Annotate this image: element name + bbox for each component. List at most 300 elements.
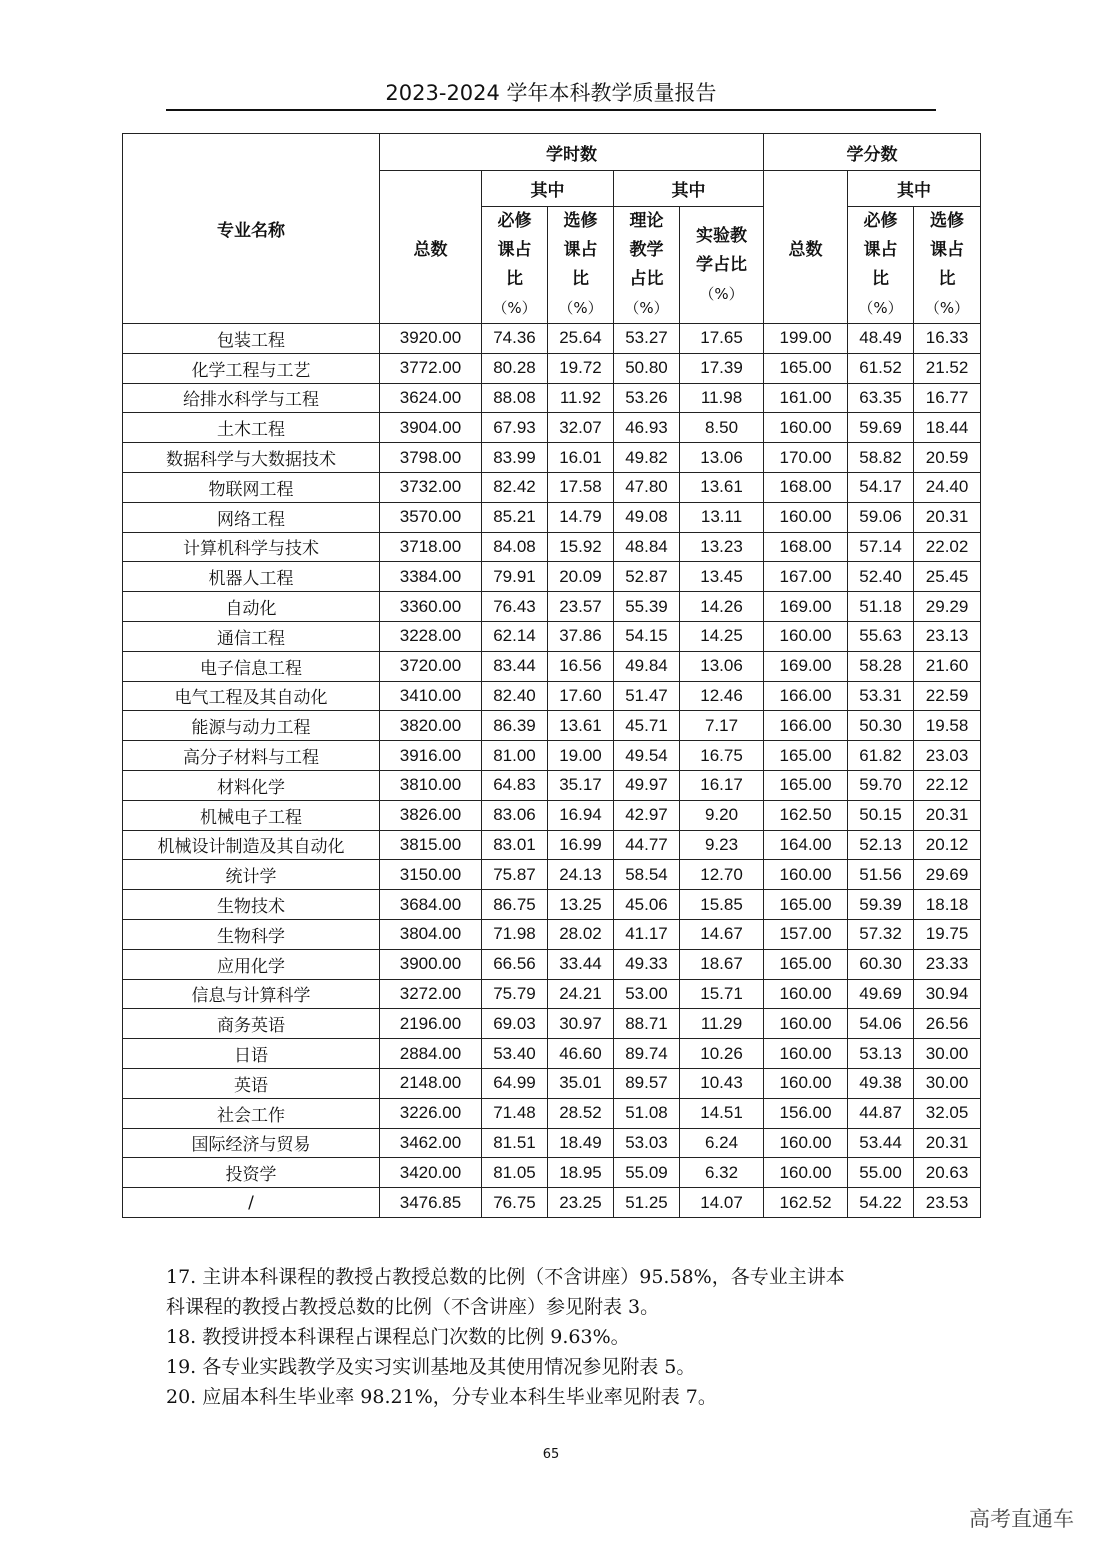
cell-credits-total: 160.00: [764, 979, 848, 1009]
cell-hours-elective: 17.60: [548, 681, 614, 711]
cell-hours-elective: 16.94: [548, 800, 614, 830]
cell-theory-ratio: 42.97: [614, 800, 680, 830]
cell-hours-total: 3804.00: [380, 919, 482, 949]
cell-credits-required: 44.87: [848, 1098, 914, 1128]
table-row: [123, 621, 981, 651]
cell-credits-elective: 29.69: [914, 860, 981, 890]
cell-credits-total: 157.00: [764, 919, 848, 949]
cell-hours-total: 2148.00: [380, 1068, 482, 1098]
cell-credits-required: 55.63: [848, 621, 914, 651]
cell-lab-ratio: 12.70: [680, 860, 764, 890]
table-row: [123, 1039, 981, 1069]
cell-major-name: 计算机科学与技术: [123, 532, 380, 562]
cell-credits-total: 160.00: [764, 1128, 848, 1158]
cell-credits-total: 168.00: [764, 472, 848, 502]
cell-hours-total: 3815.00: [380, 830, 482, 860]
cell-credits-elective: 20.31: [914, 502, 981, 532]
table-row: [123, 1188, 981, 1218]
cell-credits-required: 58.28: [848, 651, 914, 681]
cell-hours-elective: 17.58: [548, 472, 614, 502]
cell-credits-elective: 18.44: [914, 413, 981, 443]
cell-hours-elective: 19.72: [548, 353, 614, 383]
header-theory-ratio: 理论 教学 占比 （%）: [614, 207, 680, 324]
cell-theory-ratio: 53.00: [614, 979, 680, 1009]
cell-theory-ratio: 49.33: [614, 949, 680, 979]
cell-major-name: 生物科学: [123, 919, 380, 949]
page-number: 65: [542, 1447, 560, 1462]
cell-credits-elective: 22.02: [914, 532, 981, 562]
table-row: [123, 800, 981, 830]
cell-credits-required: 51.56: [848, 860, 914, 890]
cell-theory-ratio: 58.54: [614, 860, 680, 890]
cell-hours-required: 82.40: [482, 681, 548, 711]
cell-credits-total: 165.00: [764, 741, 848, 771]
cell-credits-elective: 20.59: [914, 443, 981, 473]
cell-credits-required: 48.49: [848, 324, 914, 354]
cell-credits-required: 49.38: [848, 1068, 914, 1098]
table-row: [123, 532, 981, 562]
cell-hours-total: 3920.00: [380, 324, 482, 354]
cell-hours-required: 74.36: [482, 324, 548, 354]
cell-credits-total: 160.00: [764, 1158, 848, 1188]
cell-hours-required: 86.39: [482, 711, 548, 741]
cell-theory-ratio: 45.06: [614, 890, 680, 920]
cell-hours-elective: 13.25: [548, 890, 614, 920]
cell-hours-required: 75.79: [482, 979, 548, 1009]
cell-credits-required: 63.35: [848, 383, 914, 413]
cell-hours-total: 3718.00: [380, 532, 482, 562]
cell-hours-elective: 24.13: [548, 860, 614, 890]
cell-theory-ratio: 46.93: [614, 413, 680, 443]
cell-hours-total: 3228.00: [380, 621, 482, 651]
table-body: [123, 324, 981, 1218]
cell-hours-total: 3916.00: [380, 741, 482, 771]
cell-credits-elective: 19.75: [914, 919, 981, 949]
cell-lab-ratio: 14.25: [680, 621, 764, 651]
cell-credits-elective: 21.60: [914, 651, 981, 681]
cell-credits-elective: 21.52: [914, 353, 981, 383]
cell-hours-required: 71.98: [482, 919, 548, 949]
cell-lab-ratio: 7.17: [680, 711, 764, 741]
table-row: [123, 651, 981, 681]
cell-credits-required: 59.70: [848, 770, 914, 800]
cell-lab-ratio: 14.51: [680, 1098, 764, 1128]
cell-credits-required: 53.13: [848, 1039, 914, 1069]
cell-theory-ratio: 52.87: [614, 562, 680, 592]
cell-hours-required: 53.40: [482, 1039, 548, 1069]
cell-credits-elective: 32.05: [914, 1098, 981, 1128]
cell-hours-total: 3720.00: [380, 651, 482, 681]
cell-hours-required: 75.87: [482, 860, 548, 890]
cell-hours-elective: 11.92: [548, 383, 614, 413]
cell-lab-ratio: 16.17: [680, 770, 764, 800]
cell-credits-total: 162.52: [764, 1188, 848, 1218]
cell-credits-elective: 16.77: [914, 383, 981, 413]
table-row: [123, 472, 981, 502]
table-row: [123, 1128, 981, 1158]
cell-credits-elective: 23.03: [914, 741, 981, 771]
cell-credits-total: 160.00: [764, 1068, 848, 1098]
cell-lab-ratio: 10.26: [680, 1039, 764, 1069]
cell-theory-ratio: 49.82: [614, 443, 680, 473]
watermark-text: 高考直通车: [969, 1507, 1074, 1531]
cell-hours-required: 76.75: [482, 1188, 548, 1218]
cell-lab-ratio: 10.43: [680, 1068, 764, 1098]
cell-major-name: /: [123, 1188, 380, 1218]
cell-theory-ratio: 88.71: [614, 1009, 680, 1039]
cell-credits-required: 49.69: [848, 979, 914, 1009]
cell-credits-required: 52.13: [848, 830, 914, 860]
cell-major-name: 国际经济与贸易: [123, 1128, 380, 1158]
cell-credits-required: 61.82: [848, 741, 914, 771]
cell-theory-ratio: 49.84: [614, 651, 680, 681]
header-credits-group: 学分数: [764, 134, 981, 171]
cell-hours-elective: 28.52: [548, 1098, 614, 1128]
cell-hours-elective: 18.49: [548, 1128, 614, 1158]
cell-major-name: 包装工程: [123, 324, 380, 354]
header-hours-qizhong-1: 其中: [482, 171, 614, 207]
table-row: [123, 919, 981, 949]
cell-hours-elective: 16.01: [548, 443, 614, 473]
table-row: [123, 681, 981, 711]
table-row: [123, 741, 981, 771]
header-credits-required-ratio: 必修 课占 比 （%）: [848, 207, 914, 324]
cell-major-name: 统计学: [123, 860, 380, 890]
cell-major-name: 电子信息工程: [123, 651, 380, 681]
cell-credits-required: 50.15: [848, 800, 914, 830]
cell-credits-total: 160.00: [764, 860, 848, 890]
cell-hours-total: 3904.00: [380, 413, 482, 443]
cell-hours-required: 83.06: [482, 800, 548, 830]
body-paragraphs: [166, 1262, 946, 1412]
cell-hours-total: 3226.00: [380, 1098, 482, 1128]
cell-hours-required: 88.08: [482, 383, 548, 413]
cell-credits-total: 169.00: [764, 651, 848, 681]
cell-hours-elective: 35.01: [548, 1068, 614, 1098]
cell-lab-ratio: 8.50: [680, 413, 764, 443]
cell-credits-elective: 26.56: [914, 1009, 981, 1039]
table-row: [123, 562, 981, 592]
cell-major-name: 生物技术: [123, 890, 380, 920]
cell-hours-elective: 16.56: [548, 651, 614, 681]
cell-hours-required: 81.05: [482, 1158, 548, 1188]
cell-credits-required: 54.06: [848, 1009, 914, 1039]
cell-credits-total: 160.00: [764, 621, 848, 651]
cell-hours-elective: 18.95: [548, 1158, 614, 1188]
cell-credits-total: 165.00: [764, 770, 848, 800]
cell-major-name: 物联网工程: [123, 472, 380, 502]
cell-hours-elective: 32.07: [548, 413, 614, 443]
table-row: [123, 890, 981, 920]
cell-theory-ratio: 51.08: [614, 1098, 680, 1128]
cell-credits-total: 160.00: [764, 502, 848, 532]
cell-theory-ratio: 54.15: [614, 621, 680, 651]
cell-credits-total: 165.00: [764, 949, 848, 979]
cell-theory-ratio: 55.09: [614, 1158, 680, 1188]
cell-hours-total: 3820.00: [380, 711, 482, 741]
cell-hours-required: 66.56: [482, 949, 548, 979]
cell-hours-elective: 35.17: [548, 770, 614, 800]
table-row: [123, 1009, 981, 1039]
table-row: [123, 711, 981, 741]
cell-lab-ratio: 12.46: [680, 681, 764, 711]
cell-hours-total: 3900.00: [380, 949, 482, 979]
cell-major-name: 通信工程: [123, 621, 380, 651]
cell-theory-ratio: 51.47: [614, 681, 680, 711]
cell-credits-total: 161.00: [764, 383, 848, 413]
cell-hours-elective: 23.57: [548, 592, 614, 622]
header-hours-required-ratio: 必修 课占 比 （%）: [482, 207, 548, 324]
table-row: [123, 1158, 981, 1188]
cell-hours-required: 81.00: [482, 741, 548, 771]
cell-hours-total: 3684.00: [380, 890, 482, 920]
table-row: [123, 383, 981, 413]
header-hours-group: 学时数: [380, 134, 764, 171]
paragraph-18: 18. 教授讲授本科课程占课程总门次数的比例 9.63%。: [166, 1326, 630, 1348]
cell-lab-ratio: 14.67: [680, 919, 764, 949]
paragraph-19: 19. 各专业实践教学及实习实训基地及其使用情况参见附表 5。: [166, 1356, 696, 1378]
table-row: [123, 770, 981, 800]
cell-credits-required: 50.30: [848, 711, 914, 741]
cell-major-name: 机器人工程: [123, 562, 380, 592]
cell-lab-ratio: 9.20: [680, 800, 764, 830]
cell-credits-total: 156.00: [764, 1098, 848, 1128]
cell-major-name: 自动化: [123, 592, 380, 622]
cell-credits-total: 160.00: [764, 413, 848, 443]
cell-hours-total: 3732.00: [380, 472, 482, 502]
cell-hours-total: 3360.00: [380, 592, 482, 622]
cell-theory-ratio: 49.97: [614, 770, 680, 800]
cell-hours-required: 85.21: [482, 502, 548, 532]
cell-lab-ratio: 15.85: [680, 890, 764, 920]
table-row: [123, 979, 981, 1009]
cell-credits-elective: 18.18: [914, 890, 981, 920]
cell-lab-ratio: 11.29: [680, 1009, 764, 1039]
cell-lab-ratio: 17.39: [680, 353, 764, 383]
cell-hours-elective: 28.02: [548, 919, 614, 949]
cell-theory-ratio: 53.27: [614, 324, 680, 354]
cell-theory-ratio: 49.54: [614, 741, 680, 771]
cell-hours-elective: 25.64: [548, 324, 614, 354]
cell-credits-elective: 22.12: [914, 770, 981, 800]
cell-theory-ratio: 50.80: [614, 353, 680, 383]
cell-hours-elective: 24.21: [548, 979, 614, 1009]
cell-hours-required: 86.75: [482, 890, 548, 920]
cell-hours-required: 69.03: [482, 1009, 548, 1039]
cell-credits-total: 166.00: [764, 681, 848, 711]
cell-credits-elective: 23.53: [914, 1188, 981, 1218]
table-row: [123, 1068, 981, 1098]
cell-lab-ratio: 6.32: [680, 1158, 764, 1188]
cell-hours-elective: 37.86: [548, 621, 614, 651]
cell-lab-ratio: 14.26: [680, 592, 764, 622]
table-row: [123, 502, 981, 532]
cell-credits-total: 164.00: [764, 830, 848, 860]
cell-theory-ratio: 41.17: [614, 919, 680, 949]
cell-credits-elective: 30.00: [914, 1068, 981, 1098]
cell-hours-required: 79.91: [482, 562, 548, 592]
cell-major-name: 电气工程及其自动化: [123, 681, 380, 711]
cell-lab-ratio: 16.75: [680, 741, 764, 771]
cell-theory-ratio: 53.26: [614, 383, 680, 413]
cell-hours-required: 80.28: [482, 353, 548, 383]
table-row: [123, 324, 981, 354]
cell-credits-required: 54.22: [848, 1188, 914, 1218]
cell-hours-required: 71.48: [482, 1098, 548, 1128]
cell-lab-ratio: 13.23: [680, 532, 764, 562]
cell-hours-elective: 15.92: [548, 532, 614, 562]
cell-lab-ratio: 13.06: [680, 651, 764, 681]
cell-credits-elective: 20.31: [914, 800, 981, 830]
cell-hours-total: 3410.00: [380, 681, 482, 711]
cell-hours-elective: 30.97: [548, 1009, 614, 1039]
paragraph-17-line2: 科课程的教授占教授总数的比例（不含讲座）参见附表 3。: [166, 1296, 660, 1318]
cell-theory-ratio: 44.77: [614, 830, 680, 860]
header-lab-ratio: 实验教 学占比 （%）: [680, 207, 764, 324]
cell-credits-total: 168.00: [764, 532, 848, 562]
table-row: [123, 443, 981, 473]
cell-hours-total: 3570.00: [380, 502, 482, 532]
cell-credits-total: 199.00: [764, 324, 848, 354]
cell-lab-ratio: 18.67: [680, 949, 764, 979]
cell-credits-total: 167.00: [764, 562, 848, 592]
header-credits-total: 总数: [764, 171, 848, 324]
cell-hours-total: 3420.00: [380, 1158, 482, 1188]
cell-credits-required: 57.32: [848, 919, 914, 949]
cell-major-name: 化学工程与工艺: [123, 353, 380, 383]
cell-major-name: 投资学: [123, 1158, 380, 1188]
table-row: [123, 413, 981, 443]
cell-major-name: 商务英语: [123, 1009, 380, 1039]
cell-hours-elective: 33.44: [548, 949, 614, 979]
cell-hours-total: 3798.00: [380, 443, 482, 473]
cell-credits-required: 58.82: [848, 443, 914, 473]
cell-credits-required: 55.00: [848, 1158, 914, 1188]
table-row: [123, 860, 981, 890]
cell-major-name: 英语: [123, 1068, 380, 1098]
cell-major-name: 网络工程: [123, 502, 380, 532]
cell-hours-total: 3150.00: [380, 860, 482, 890]
cell-hours-elective: 16.99: [548, 830, 614, 860]
cell-credits-elective: 20.63: [914, 1158, 981, 1188]
cell-credits-total: 160.00: [764, 1039, 848, 1069]
cell-credits-required: 59.69: [848, 413, 914, 443]
cell-major-name: 机械设计制造及其自动化: [123, 830, 380, 860]
table-row: [123, 949, 981, 979]
cell-lab-ratio: 11.98: [680, 383, 764, 413]
cell-hours-required: 64.99: [482, 1068, 548, 1098]
cell-hours-elective: 20.09: [548, 562, 614, 592]
cell-credits-elective: 24.40: [914, 472, 981, 502]
cell-theory-ratio: 49.08: [614, 502, 680, 532]
cell-credits-required: 54.17: [848, 472, 914, 502]
cell-hours-elective: 46.60: [548, 1039, 614, 1069]
cell-credits-total: 166.00: [764, 711, 848, 741]
header-credits-qizhong: 其中: [848, 171, 981, 207]
cell-hours-required: 64.83: [482, 770, 548, 800]
cell-lab-ratio: 14.07: [680, 1188, 764, 1218]
cell-credits-required: 52.40: [848, 562, 914, 592]
cell-lab-ratio: 6.24: [680, 1128, 764, 1158]
cell-lab-ratio: 13.11: [680, 502, 764, 532]
cell-credits-required: 57.14: [848, 532, 914, 562]
cell-credits-required: 53.31: [848, 681, 914, 711]
cell-hours-total: 3462.00: [380, 1128, 482, 1158]
cell-hours-required: 83.44: [482, 651, 548, 681]
cell-hours-elective: 19.00: [548, 741, 614, 771]
cell-theory-ratio: 55.39: [614, 592, 680, 622]
cell-credits-elective: 29.29: [914, 592, 981, 622]
cell-hours-total: 3624.00: [380, 383, 482, 413]
page-header-title: 2023-2024 学年本科教学质量报告: [385, 81, 717, 105]
cell-theory-ratio: 89.57: [614, 1068, 680, 1098]
cell-lab-ratio: 13.61: [680, 472, 764, 502]
cell-hours-required: 81.51: [482, 1128, 548, 1158]
cell-credits-elective: 30.00: [914, 1039, 981, 1069]
cell-hours-required: 83.01: [482, 830, 548, 860]
table-row: [123, 592, 981, 622]
cell-lab-ratio: 13.06: [680, 443, 764, 473]
cell-theory-ratio: 89.74: [614, 1039, 680, 1069]
table-row: [123, 353, 981, 383]
cell-lab-ratio: 15.71: [680, 979, 764, 1009]
cell-major-name: 给排水科学与工程: [123, 383, 380, 413]
cell-theory-ratio: 48.84: [614, 532, 680, 562]
cell-credits-elective: 22.59: [914, 681, 981, 711]
cell-theory-ratio: 47.80: [614, 472, 680, 502]
cell-hours-required: 76.43: [482, 592, 548, 622]
cell-major-name: 信息与计算科学: [123, 979, 380, 1009]
cell-hours-required: 83.99: [482, 443, 548, 473]
cell-credits-elective: 16.33: [914, 324, 981, 354]
cell-hours-total: 3772.00: [380, 353, 482, 383]
course-structure-table: [122, 133, 981, 1218]
cell-credits-elective: 20.12: [914, 830, 981, 860]
cell-credits-total: 169.00: [764, 592, 848, 622]
header-hours-total: 总数: [380, 171, 482, 324]
cell-credits-elective: 19.58: [914, 711, 981, 741]
cell-hours-total: 2196.00: [380, 1009, 482, 1039]
table-row: [123, 1098, 981, 1128]
cell-major-name: 高分子材料与工程: [123, 741, 380, 771]
paragraph-20: 20. 应届本科生毕业率 98.21%，分专业本科生毕业率见附表 7。: [166, 1386, 717, 1408]
cell-hours-total: 3384.00: [380, 562, 482, 592]
cell-credits-required: 59.06: [848, 502, 914, 532]
cell-theory-ratio: 45.71: [614, 711, 680, 741]
cell-theory-ratio: 51.25: [614, 1188, 680, 1218]
cell-lab-ratio: 13.45: [680, 562, 764, 592]
header-major-name: 专业名称: [123, 134, 380, 324]
cell-major-name: 土木工程: [123, 413, 380, 443]
header-credits-elective-ratio: 选修 课占 比 （%）: [914, 207, 981, 324]
cell-credits-elective: 23.33: [914, 949, 981, 979]
cell-major-name: 材料化学: [123, 770, 380, 800]
cell-major-name: 应用化学: [123, 949, 380, 979]
cell-credits-required: 59.39: [848, 890, 914, 920]
cell-hours-total: 3272.00: [380, 979, 482, 1009]
header-divider: [166, 109, 936, 111]
cell-credits-elective: 30.94: [914, 979, 981, 1009]
cell-hours-total: 3810.00: [380, 770, 482, 800]
cell-credits-total: 165.00: [764, 353, 848, 383]
cell-hours-required: 62.14: [482, 621, 548, 651]
cell-credits-total: 170.00: [764, 443, 848, 473]
header-hours-qizhong-2: 其中: [614, 171, 764, 207]
cell-hours-required: 84.08: [482, 532, 548, 562]
cell-lab-ratio: 9.23: [680, 830, 764, 860]
cell-hours-total: 3826.00: [380, 800, 482, 830]
header-hours-elective-ratio: 选修 课占 比 （%）: [548, 207, 614, 324]
